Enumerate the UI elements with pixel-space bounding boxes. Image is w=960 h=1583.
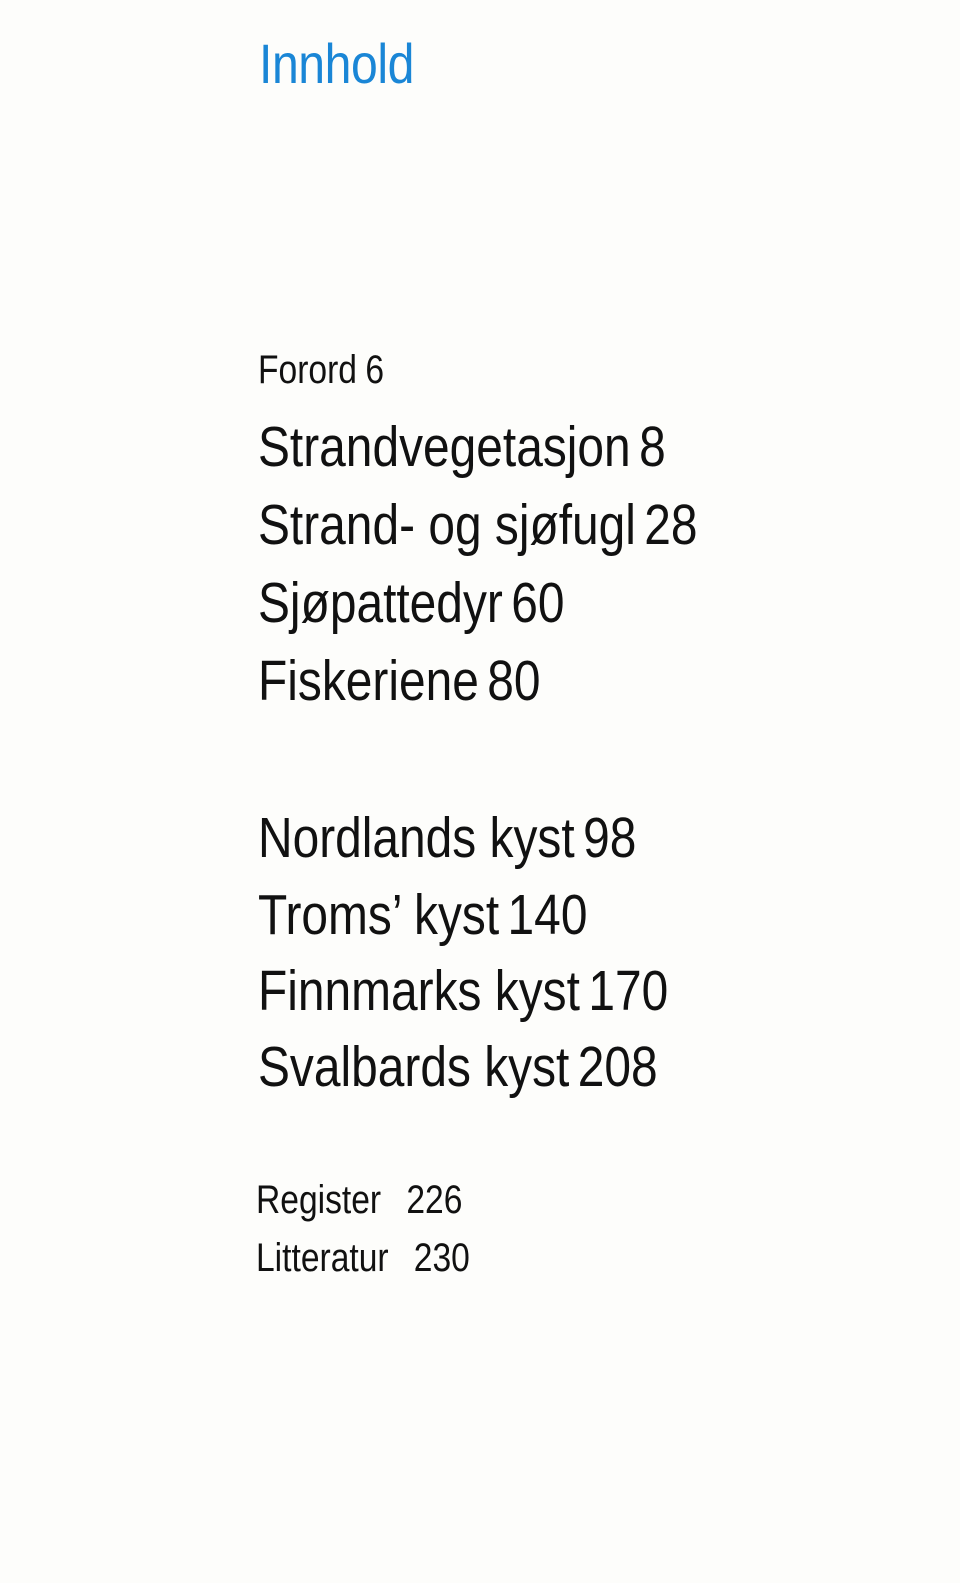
toc-entry-page: 230 xyxy=(413,1236,470,1280)
toc-entry-label: Sjøpattedyr xyxy=(258,571,503,635)
toc-entry-register xyxy=(256,1180,462,1220)
toc-entry-forord xyxy=(258,350,384,390)
toc-entry-page: 226 xyxy=(406,1178,463,1222)
toc-entry-fiskeriene xyxy=(258,649,541,713)
toc-entry-label: Troms’ kyst xyxy=(258,883,500,947)
toc-entry-page: 6 xyxy=(365,348,385,392)
toc-entry-page: 28 xyxy=(644,493,698,557)
toc-entry-label: Finnmarks kyst xyxy=(258,959,580,1023)
toc-entry-label: Litteratur xyxy=(256,1236,389,1280)
toc-entry-sjopattedyr xyxy=(258,571,565,635)
toc-entry-svalbards-kyst xyxy=(258,1035,658,1099)
page-title: Innhold xyxy=(259,32,415,95)
toc-entry-page: 170 xyxy=(588,959,669,1023)
toc-entry-troms-kyst xyxy=(258,883,588,947)
toc-entry-finnmarks-kyst xyxy=(258,959,669,1023)
toc-entry-litteratur xyxy=(256,1238,470,1278)
toc-entry-strandvegetasjon xyxy=(258,415,666,479)
toc-entry-label: Strandvegetasjon xyxy=(258,415,631,479)
toc-entry-label: Forord xyxy=(258,348,357,392)
toc-entry-page: 98 xyxy=(583,806,637,870)
toc-entry-label: Register xyxy=(256,1178,382,1222)
toc-entry-nordlands-kyst xyxy=(258,806,637,870)
toc-entry-page: 140 xyxy=(507,883,588,947)
toc-entry-label: Nordlands kyst xyxy=(258,806,575,870)
toc-entry-strand-og-sjofugl xyxy=(258,493,698,557)
toc-entry-page: 8 xyxy=(639,415,666,479)
toc-entry-label: Fiskeriene xyxy=(258,649,479,713)
toc-entry-label: Strand- og sjøfugl xyxy=(258,493,636,557)
toc-entry-page: 60 xyxy=(511,571,565,635)
toc-entry-label: Svalbards kyst xyxy=(258,1035,570,1099)
toc-entry-page: 80 xyxy=(487,649,541,713)
toc-entry-page: 208 xyxy=(577,1035,658,1099)
